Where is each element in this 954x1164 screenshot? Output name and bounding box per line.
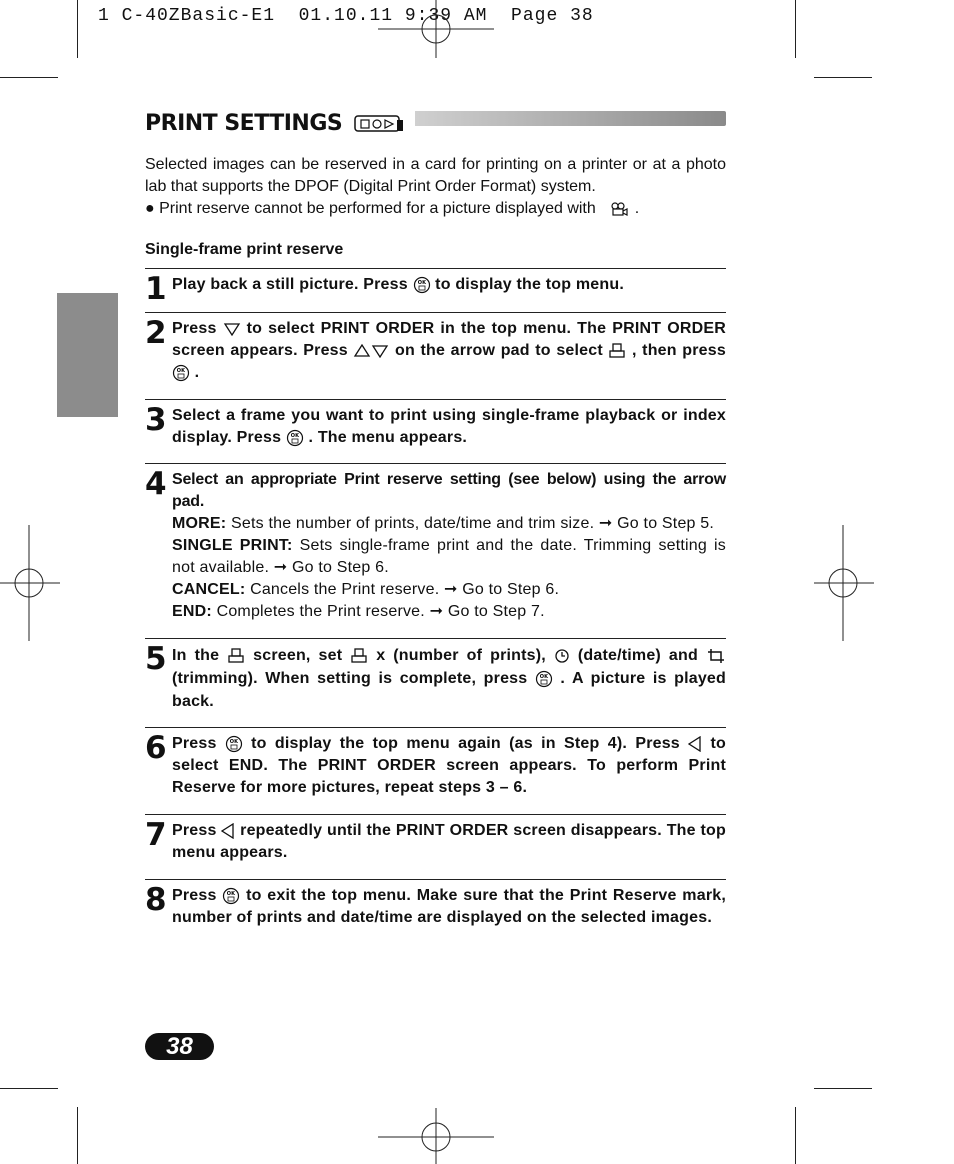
print-icon xyxy=(350,648,368,664)
step-4: 4 Select an appropriate Print reserve setting (see below) using the arrow pad. MORE: Sets the number of prints, date/time and trim size. ➞ Go to Step 5. SINGLE PRINT: Sets single-frame print and the date. Trimming setting is not available. ➞ Go to Step 6. CANCEL: Cancels the Print reserve. ➞ Go to Step 6. END: Completes the Print reserve. ➞ Go to Step 7. xyxy=(145,463,726,639)
ok-button-icon xyxy=(535,670,553,688)
svg-text:OK: OK xyxy=(290,432,300,439)
step-5: 5 In the screen, set x (number of prints), (date/time) and (trimming). When setting is complete, press OK . A picture is played back. xyxy=(145,638,726,728)
clock-icon xyxy=(554,648,570,664)
down-arrow-icon xyxy=(223,322,241,336)
page-title: PRINT SETTINGS xyxy=(145,111,415,137)
svg-text:OK: OK xyxy=(227,890,236,897)
step-number: 2 xyxy=(145,315,165,351)
ok-button-icon xyxy=(222,887,240,905)
intro-paragraph: Selected images can be reserved in a card for printing on a printer or at a photo lab that supports the DPOF (Digital Print Order Format) system. xyxy=(145,156,726,195)
playback-icon xyxy=(353,114,405,134)
print-icon xyxy=(227,648,245,664)
section-title: Single-frame print reserve xyxy=(145,241,344,258)
page-number: 38 xyxy=(145,1033,214,1060)
svg-text:OK: OK xyxy=(417,279,426,286)
option-cancel: CANCEL: Cancels the Print reserve. ➞ Go to Step 6. xyxy=(172,581,560,598)
movie-icon xyxy=(608,201,630,217)
step-number: 3 xyxy=(145,402,165,438)
step-8: 8 Press OK to exit the top menu. Make sure that the Print Reserve mark, number of prints and date/time are displayed on the selected images. xyxy=(145,879,726,960)
trim-icon xyxy=(706,648,726,664)
step-2: 2 Press to select PRINT ORDER in the top menu. The PRINT ORDER screen appears. Press on the arrow pad to select , then press OK . xyxy=(145,312,726,400)
step-number: 4 xyxy=(145,466,165,502)
ok-button-icon xyxy=(286,429,304,447)
left-arrow-icon xyxy=(221,823,235,839)
svg-text:OK: OK xyxy=(229,738,239,745)
svg-text:OK: OK xyxy=(539,673,549,680)
svg-text:OK: OK xyxy=(176,367,186,374)
step-7: 7 Press repeatedly until the PRINT ORDER screen disappears. The top menu appears. xyxy=(145,814,726,880)
step-number: 8 xyxy=(145,882,165,918)
step-1: 1 Play back a still picture. Press OK to display the top menu. xyxy=(145,268,726,313)
ok-button-icon xyxy=(225,735,243,753)
option-single-print: SINGLE PRINT: Sets single-frame print and the date. Trimming setting is not available. ➞ Go to Step 6. xyxy=(172,537,726,576)
intro-text xyxy=(145,154,726,220)
left-arrow-icon xyxy=(688,736,702,752)
option-end: END: Completes the Print reserve. ➞ Go to Step 7. xyxy=(172,603,545,620)
option-more: MORE: Sets the number of prints, date/time and trim size. ➞ Go to Step 5. xyxy=(172,515,715,532)
intro-bullet: ● Print reserve cannot be performed for a picture displayed with . xyxy=(145,200,640,217)
step-number: 1 xyxy=(145,271,165,307)
step-3: 3 Select a frame you want to print using single-frame playback or index display. Press OK . The menu appears. xyxy=(145,399,726,464)
up-down-arrows-icon xyxy=(353,344,389,358)
print-slug: 1 C-40ZBasic-E1 01.10.11 9:39 AM Page 38 xyxy=(98,6,594,26)
step-6: 6 Press OK to display the top menu again (as in Step 4). Press to select END. The PRINT ORDER screen appears. To perform Print Reserve for more pictures, repeat steps 3 – 6. xyxy=(145,727,726,815)
chapter-tab xyxy=(57,293,118,417)
print-icon xyxy=(608,343,626,359)
ok-button-icon xyxy=(413,276,431,294)
step-number: 6 xyxy=(145,730,165,766)
step-number: 5 xyxy=(145,641,165,677)
ok-button-icon xyxy=(172,364,190,382)
step-number: 7 xyxy=(145,817,165,853)
